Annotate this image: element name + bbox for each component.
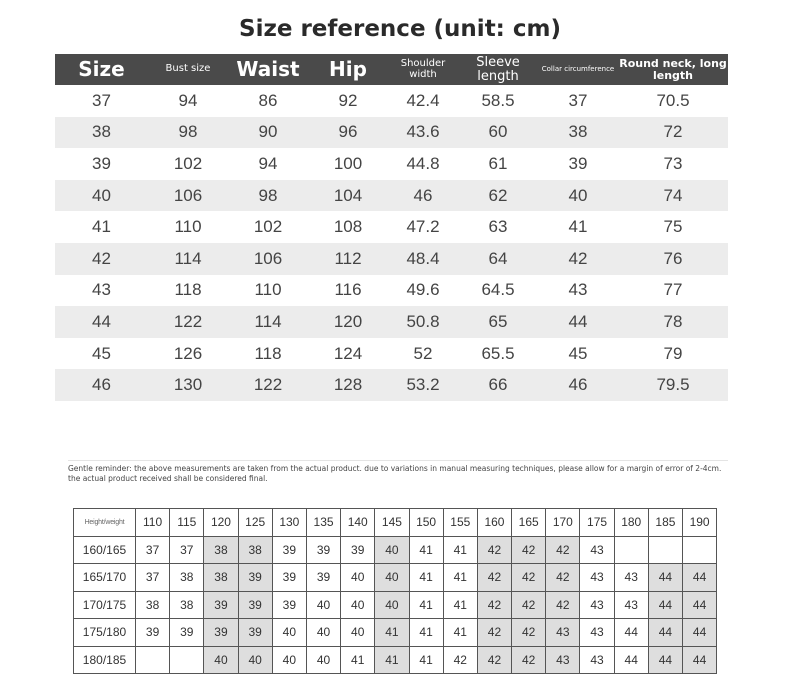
table-cell: 43: [614, 564, 648, 592]
height-label-cell: 175/180: [74, 619, 136, 647]
header-hip: Hip: [308, 54, 388, 85]
table-cell: 60: [458, 117, 538, 149]
height-label-cell: 165/170: [74, 564, 136, 592]
table-cell: 38: [204, 536, 238, 564]
table-cell: 120: [308, 306, 388, 338]
reminder-note: Gentle reminder: the above measurements are taken from the actual product. due to variations in manual measuring techniques, please allow for a margin of error of 2-4cm. the actual product received shall be considered final.: [68, 464, 722, 483]
table-cell: 122: [228, 369, 308, 401]
table-cell: 74: [618, 180, 728, 212]
table-cell: 40: [55, 180, 148, 212]
table-row: [55, 180, 728, 212]
table-cell: 42: [512, 619, 546, 647]
table-cell: 43: [580, 591, 614, 619]
table-cell: 41: [409, 591, 443, 619]
table-cell: 112: [308, 243, 388, 275]
weight-header-cell: 165: [512, 509, 546, 537]
table-cell: 40: [375, 591, 409, 619]
weight-header-cell: 110: [136, 509, 170, 537]
table-cell: 41: [409, 536, 443, 564]
table-cell: 42: [477, 646, 511, 674]
header-sleeve: Sleeve length: [458, 54, 538, 85]
table-cell: 98: [228, 180, 308, 212]
table-cell: 40: [238, 646, 272, 674]
table-cell: 42: [538, 243, 618, 275]
table-cell: 42: [55, 243, 148, 275]
table-cell: 118: [254, 343, 282, 363]
header-waist: Waist: [228, 54, 308, 85]
table-cell: 39: [272, 564, 306, 592]
table-cell: 40: [204, 646, 238, 674]
table-cell: 42: [546, 536, 580, 564]
weight-header-cell: 155: [443, 509, 477, 537]
table-cell: 44: [55, 306, 148, 338]
table-row: [55, 338, 728, 370]
table-cell: 65.5: [481, 343, 515, 363]
table-cell: 110: [174, 217, 202, 237]
height-label-cell: 160/165: [74, 536, 136, 564]
table-row: [74, 619, 717, 647]
table-cell: 41: [443, 536, 477, 564]
table-cell: 118: [174, 280, 202, 300]
table-cell: 104: [308, 180, 388, 212]
table-cell: 37: [568, 90, 588, 110]
table-cell: 39: [238, 619, 272, 647]
table-cell: 44: [648, 564, 682, 592]
table-cell: 44: [614, 619, 648, 647]
table-cell: 40: [375, 564, 409, 592]
table-cell: 39: [204, 591, 238, 619]
table-cell: 39: [92, 153, 111, 173]
table-cell: 37: [170, 536, 204, 564]
table-cell: 102: [173, 153, 203, 173]
header-collar: Collar circumference: [538, 54, 618, 85]
table-cell: 41: [409, 564, 443, 592]
table-cell: 41: [443, 619, 477, 647]
table-cell: 122: [148, 306, 228, 338]
table-cell: 38: [55, 117, 148, 149]
table-cell: 90: [228, 117, 308, 149]
table-cell: 42: [512, 646, 546, 674]
table-cell: 39: [272, 536, 306, 564]
table-cell: 42: [477, 619, 511, 647]
table-cell: 43: [580, 619, 614, 647]
table-cell: 65: [458, 306, 538, 338]
table-cell: 41: [409, 646, 443, 674]
table-cell: 37: [136, 564, 170, 592]
table-row: [55, 243, 728, 275]
table-cell: 43: [580, 646, 614, 674]
table-cell: 42: [512, 536, 546, 564]
table-cell: 98: [148, 117, 228, 149]
table-cell: 128: [308, 369, 388, 401]
table-cell: 44: [538, 306, 618, 338]
table-cell: 38: [170, 591, 204, 619]
header-round-neck: Round neck, long length: [618, 54, 728, 85]
table-cell: 94: [178, 90, 198, 110]
table-cell: 43: [580, 536, 614, 564]
table-cell: 42: [546, 564, 580, 592]
table-cell: 39: [170, 619, 204, 647]
table-row: [55, 275, 728, 307]
table-cell: 66: [458, 369, 538, 401]
table-cell: 42: [512, 564, 546, 592]
weight-header-cell: 125: [238, 509, 272, 537]
table-row: [55, 148, 728, 180]
weight-header-cell: 145: [375, 509, 409, 537]
table-cell: 44: [648, 591, 682, 619]
table-cell: 50.8: [388, 306, 458, 338]
size-reference-table: [55, 54, 728, 401]
weight-header-cell: 135: [306, 509, 340, 537]
table-cell: 79: [663, 343, 683, 363]
table-cell: 96: [308, 117, 388, 149]
table-cell: 44: [648, 619, 682, 647]
table-cell: 39: [568, 153, 588, 173]
table-cell: 40: [538, 180, 618, 212]
table-cell: 124: [333, 343, 363, 363]
table-cell: 44: [683, 591, 717, 619]
table-cell: 70.5: [656, 90, 690, 110]
table-cell: 92: [338, 90, 358, 110]
table-cell: [648, 536, 682, 564]
table-cell: 38: [170, 564, 204, 592]
table-row: [74, 591, 717, 619]
height-label-cell: 180/185: [74, 646, 136, 674]
weight-header-cell: 175: [580, 509, 614, 537]
table-cell: 62: [458, 180, 538, 212]
table-cell: 108: [333, 217, 363, 237]
table-cell: 41: [341, 646, 375, 674]
table-row: [74, 564, 717, 592]
weight-header-cell: 130: [272, 509, 306, 537]
table-cell: 42: [512, 591, 546, 619]
table-cell: 44.8: [406, 153, 440, 173]
table-cell: 38: [538, 117, 618, 149]
weight-header-cell: 190: [683, 509, 717, 537]
table-cell: 40: [375, 536, 409, 564]
table-cell: 41: [375, 646, 409, 674]
table-cell: 41: [92, 217, 111, 237]
table-cell: [170, 646, 204, 674]
table-cell: 39: [341, 536, 375, 564]
table-cell: 39: [238, 564, 272, 592]
height-weight-table: [73, 508, 717, 674]
weight-header-cell: 185: [648, 509, 682, 537]
table-cell: 49.6: [406, 280, 440, 300]
table-cell: 40: [306, 619, 340, 647]
table-cell: 40: [272, 619, 306, 647]
table-cell: 43.6: [388, 117, 458, 149]
table-row: [55, 117, 728, 149]
table-cell: 46: [55, 369, 148, 401]
table-cell: 40: [341, 619, 375, 647]
table-cell: 43: [546, 646, 580, 674]
table-cell: 102: [253, 217, 283, 237]
table-cell: 41: [568, 217, 588, 237]
table-cell: 79.5: [618, 369, 728, 401]
table-cell: 86: [258, 90, 278, 110]
header-shoulder: Shoulder width: [388, 54, 458, 85]
table-cell: 41: [375, 619, 409, 647]
table-cell: 37: [92, 90, 111, 110]
table-cell: 38: [136, 591, 170, 619]
table-cell: 41: [409, 619, 443, 647]
table-cell: 110: [254, 280, 282, 300]
ref-corner-label: Height/weight: [74, 509, 136, 537]
table-cell: [683, 536, 717, 564]
header-bust: Bust size: [148, 54, 228, 85]
page-title: Size reference (unit: cm): [239, 16, 561, 42]
ref-table-header: [74, 509, 717, 537]
table-cell: 45: [92, 343, 111, 363]
table-cell: 43: [92, 280, 111, 300]
table-cell: 46: [388, 180, 458, 212]
table-cell: 45: [568, 343, 588, 363]
table-cell: 40: [341, 591, 375, 619]
table-cell: 43: [580, 564, 614, 592]
table-row: [55, 211, 728, 243]
table-cell: 42: [477, 564, 511, 592]
table-cell: 44: [683, 564, 717, 592]
table-cell: 37: [136, 536, 170, 564]
table-cell: 42: [546, 591, 580, 619]
table-row: [55, 306, 728, 338]
header-size: Size: [55, 54, 148, 85]
table-cell: 43: [568, 280, 588, 300]
weight-header-cell: 170: [546, 509, 580, 537]
table-cell: 47.2: [406, 217, 440, 237]
table-cell: 63: [488, 217, 508, 237]
table-cell: 43: [614, 591, 648, 619]
table-cell: 114: [148, 243, 228, 275]
table-cell: 126: [173, 343, 203, 363]
size-table-header: [55, 54, 728, 85]
table-cell: 39: [136, 619, 170, 647]
table-cell: 64: [458, 243, 538, 275]
weight-header-cell: 150: [409, 509, 443, 537]
table-cell: 42: [477, 591, 511, 619]
table-cell: 44: [683, 646, 717, 674]
table-cell: 94: [258, 153, 278, 173]
table-cell: 106: [148, 180, 228, 212]
table-cell: 44: [648, 646, 682, 674]
weight-header-cell: 160: [477, 509, 511, 537]
table-cell: 40: [306, 646, 340, 674]
table-cell: 38: [238, 536, 272, 564]
divider: [68, 460, 728, 461]
table-cell: 116: [334, 280, 362, 300]
table-cell: 53.2: [388, 369, 458, 401]
table-cell: 77: [663, 280, 683, 300]
table-cell: 44: [683, 619, 717, 647]
table-cell: 78: [618, 306, 728, 338]
table-cell: 61: [488, 153, 508, 173]
table-cell: 58.5: [481, 90, 515, 110]
table-row: [74, 536, 717, 564]
table-cell: 75: [663, 217, 683, 237]
weight-header-cell: 120: [204, 509, 238, 537]
table-cell: 130: [148, 369, 228, 401]
table-row: [55, 85, 728, 117]
table-cell: 42.4: [406, 90, 440, 110]
table-row: [74, 646, 717, 674]
table-cell: 43: [546, 619, 580, 647]
table-cell: 46: [538, 369, 618, 401]
table-cell: 39: [272, 591, 306, 619]
table-cell: 106: [228, 243, 308, 275]
table-cell: 73: [663, 153, 683, 173]
table-cell: 100: [333, 153, 363, 173]
table-cell: 40: [306, 591, 340, 619]
table-cell: 38: [204, 564, 238, 592]
weight-header-cell: 115: [170, 509, 204, 537]
weight-header-cell: 140: [341, 509, 375, 537]
table-cell: 41: [443, 564, 477, 592]
table-cell: 42: [477, 536, 511, 564]
table-cell: 40: [341, 564, 375, 592]
table-cell: 44: [614, 646, 648, 674]
table-cell: 39: [204, 619, 238, 647]
table-cell: 40: [272, 646, 306, 674]
table-cell: [614, 536, 648, 564]
table-cell: 114: [228, 306, 308, 338]
table-cell: [136, 646, 170, 674]
table-cell: 72: [618, 117, 728, 149]
table-cell: 39: [306, 536, 340, 564]
height-label-cell: 170/175: [74, 591, 136, 619]
table-cell: 42: [443, 646, 477, 674]
table-cell: 39: [238, 591, 272, 619]
table-cell: 41: [443, 591, 477, 619]
weight-header-cell: 180: [614, 509, 648, 537]
table-cell: 52: [413, 343, 433, 363]
table-cell: 48.4: [388, 243, 458, 275]
table-cell: 39: [306, 564, 340, 592]
table-row: [55, 369, 728, 401]
table-cell: 76: [618, 243, 728, 275]
table-cell: 64.5: [481, 280, 515, 300]
